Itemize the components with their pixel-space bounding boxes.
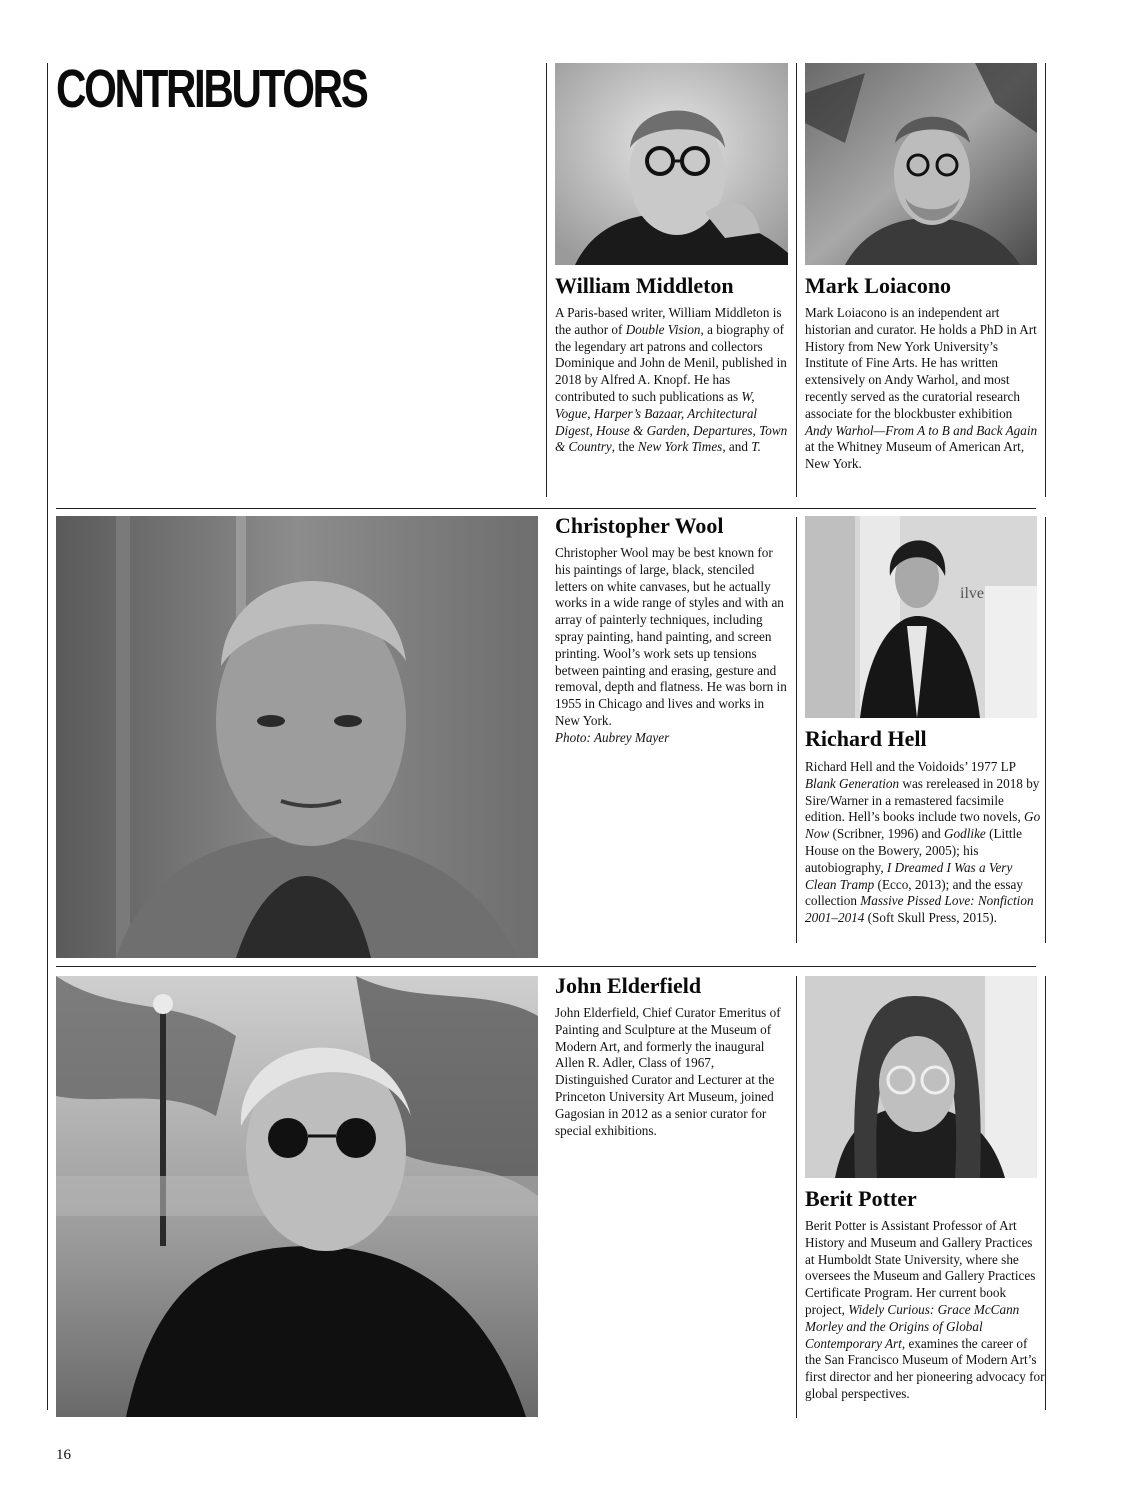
bio-italic-text: Double Vision xyxy=(625,321,701,337)
bio-italic-text: Massive Pissed Love: Nonfiction 2001–2014 xyxy=(805,893,1034,926)
hell-portrait-photo xyxy=(805,516,1037,718)
bio-text: Richard Hell and the Voidoids’ 1977 LP xyxy=(805,759,1016,774)
contributor-bio xyxy=(805,759,1041,927)
column-rule-hell-left xyxy=(796,517,797,943)
bio-text: John Elderfield, Chief Curator Emeritus of Painting and Sculpture at the Museum of Modern Art, and formerly the inaugural Allen R. Adler, Class of 1967, Distinguished Curator and Lecturer at the Princeton University Art Museum, joined Gagosian in 2012 as a senior curator for special exhibitions. xyxy=(555,1005,781,1138)
row-rule-2 xyxy=(56,966,1036,967)
wool-portrait-photo xyxy=(56,516,538,958)
bio-italic-text: Andy Warhol—From A to B and Back Again xyxy=(805,422,1038,438)
svg-text:ilve: ilve xyxy=(960,585,984,602)
bio-italic-text: W, Vogue xyxy=(555,388,755,421)
bio-text: , examines the career of the San Francisco Museum of Modern Art’s first director and her pioneering advocacy for global perspectives. xyxy=(805,1335,1045,1401)
bio-italic-text: House & Garden, Departures, Town & Country xyxy=(555,422,788,455)
bio-text: at the Whitney Museum of American Art, New York. xyxy=(805,439,1025,472)
bio-text: was rereleased in 2018 by Sire/Warner in a remastered facsimile edition. Hell’s books include two novels, xyxy=(805,775,1040,825)
bio-italic-text: New York Times xyxy=(637,439,723,455)
elderfield-portrait-photo xyxy=(56,976,538,1417)
bio-text: (Ecco, 2013); and the essay collection xyxy=(805,876,1023,909)
column-rule-middleton xyxy=(546,63,547,497)
bio-text: (Soft Skull Press, 2015). xyxy=(864,910,997,926)
contributor-bio xyxy=(805,305,1041,473)
column-rule-hell-right xyxy=(1045,517,1046,943)
bio-italic-text: Harper’s Bazaar, Architectural Digest xyxy=(555,405,758,438)
bio-text: A Paris-based writer, William Middleton is the author of xyxy=(555,305,782,337)
bio-italic-text: Widely Curious: Grace McCann Morley and the Origins of Global Contemporary Art xyxy=(805,1301,1020,1351)
column-rule-loiacono-left xyxy=(796,63,797,497)
bio-text: (Little House on the Bowery, 2005); his autobiography, xyxy=(805,826,1023,875)
middleton-portrait-photo xyxy=(555,63,788,265)
bio-text: Mark Loiacono is an independent art historian and curator. He holds a PhD in Art History from New York University’s Institute of Fine Arts. He has written extensively on Andy Warhol, and most recently served as the curatorial research associate for the blockbuster exhibition xyxy=(805,305,1037,421)
bio-text: Berit Potter is Assistant Professor of Art History and Museum and Gallery Practices at Humboldt State University, where she oversees the Museum and Gallery Practices Certificate Program. Her current book project, xyxy=(805,1218,1036,1317)
contributor-bio xyxy=(555,305,791,456)
contributor-bio xyxy=(805,1218,1045,1403)
bio-text: , xyxy=(589,422,597,438)
row-rule-1 xyxy=(56,508,1036,509)
contributor-name: William Middleton xyxy=(555,273,734,298)
contributor-bio xyxy=(555,1005,787,1139)
page-title: CONTRIBUTORS xyxy=(56,59,367,119)
bio-text: , and xyxy=(722,439,752,455)
column-rule-right xyxy=(1045,63,1046,497)
column-rule-potter-right xyxy=(1045,976,1046,1410)
bio-text: , the xyxy=(611,439,638,455)
contributor-name: Mark Loiacono xyxy=(805,273,952,298)
bio-italic-text: Go Now xyxy=(805,809,1041,842)
column-rule-potter-left xyxy=(796,976,797,1418)
potter-portrait-photo xyxy=(805,976,1037,1178)
bio-italic-text: I Dreamed I Was a Very Clean Tramp xyxy=(805,859,1013,892)
contributor-name: Christopher Wool xyxy=(555,513,724,538)
bio-text xyxy=(555,545,787,728)
bio-italic-text: Blank Generation xyxy=(805,775,900,791)
column-rule-left xyxy=(47,63,48,1410)
page-number: 16 xyxy=(56,1447,71,1463)
bio-text: , a biography of the legendary art patrons and collectors Dominique and John de Menil, published in 2018 by Alfred A. Knopf. He has contributed to such publications as xyxy=(555,321,787,404)
bio-text: (Scribner, 1996) and xyxy=(829,826,945,842)
bio-italic-text: T. xyxy=(751,439,761,455)
contributor-name: John Elderfield xyxy=(555,973,702,998)
contributor-name: Richard Hell xyxy=(805,726,927,751)
bio-text: Christopher Wool may be best known for his paintings of large, black, stenciled letters on white canvases, but he actually works in a wide range of styles and with an array of painterly techniques, including spray painting, hand painting, and screen printing. Wool’s work sets up tensions between painting and erasing, gesture and removal, depth and flatness. He was born in 1955 in Chicago and lives and works in New York. xyxy=(555,545,787,728)
photo-credit: Photo: Aubrey Mayer xyxy=(555,729,670,745)
contributor-name: Berit Potter xyxy=(805,1186,917,1211)
bio-italic-text: Godlike xyxy=(944,826,986,842)
loiacono-portrait-photo xyxy=(805,63,1037,265)
contributor-bio xyxy=(555,545,787,747)
bio-text: , xyxy=(587,405,594,421)
